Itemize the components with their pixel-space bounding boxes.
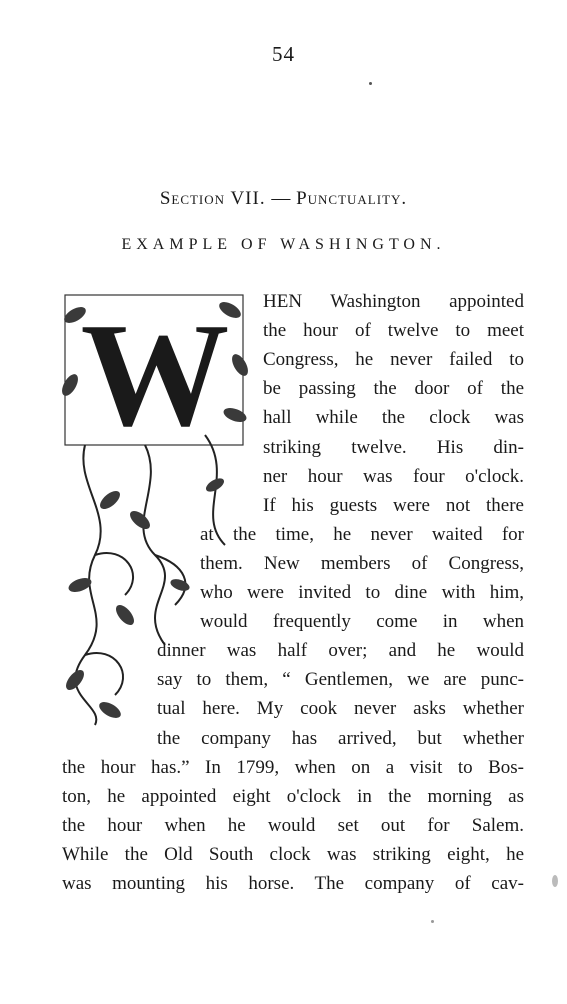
body-line: the hour of twelve to meet xyxy=(263,320,524,342)
subheading: EXAMPLE OF WASHINGTON. xyxy=(121,236,446,253)
drop-cap-letter: W xyxy=(80,292,230,458)
body-line: who were invited to dine with him, xyxy=(200,582,524,603)
body-line: Congress, he never failed to xyxy=(263,349,524,371)
paper-speck xyxy=(431,920,434,923)
body-line: them. New members of Congress, xyxy=(200,552,524,574)
section-heading xyxy=(0,188,567,210)
body-line: ton, he appointed eight o'clock in the morning as xyxy=(62,785,524,807)
body-line: at the time, he never waited for xyxy=(200,523,524,545)
section-number: Section VII. — xyxy=(159,188,292,209)
body-line: HEN Washington appointed xyxy=(263,291,524,312)
body-line: the hour has.” In 1799, when on a visit to Bos- xyxy=(62,756,524,778)
paper-speck xyxy=(552,875,558,887)
section-title: Punctuality. xyxy=(296,188,408,209)
paper-speck xyxy=(369,82,372,85)
body-line: be passing the door of the xyxy=(263,378,524,400)
body-line: hall while the clock was xyxy=(263,407,524,429)
body-line: say to them, “ Gentlemen, we are punc- xyxy=(157,669,524,691)
body-line: striking twelve. His din- xyxy=(263,436,524,458)
body-line: would frequently come in when xyxy=(200,611,524,633)
body-line: tual here. My cook never asks whether xyxy=(157,698,524,720)
page-number: 54 xyxy=(272,42,295,66)
body-line: ner hour was four o'clock. xyxy=(263,465,524,487)
body-line: While the Old South clock was striking eight, he xyxy=(62,843,524,865)
body-line: If his guests were not there xyxy=(263,494,524,516)
body-line: was mounting his horse. The company of cav- xyxy=(62,873,524,894)
body-line: the company has arrived, but whether xyxy=(157,727,524,749)
body-line: the hour when he would set out for Salem. xyxy=(62,814,524,836)
body-line: dinner was half over; and he would xyxy=(157,640,524,662)
